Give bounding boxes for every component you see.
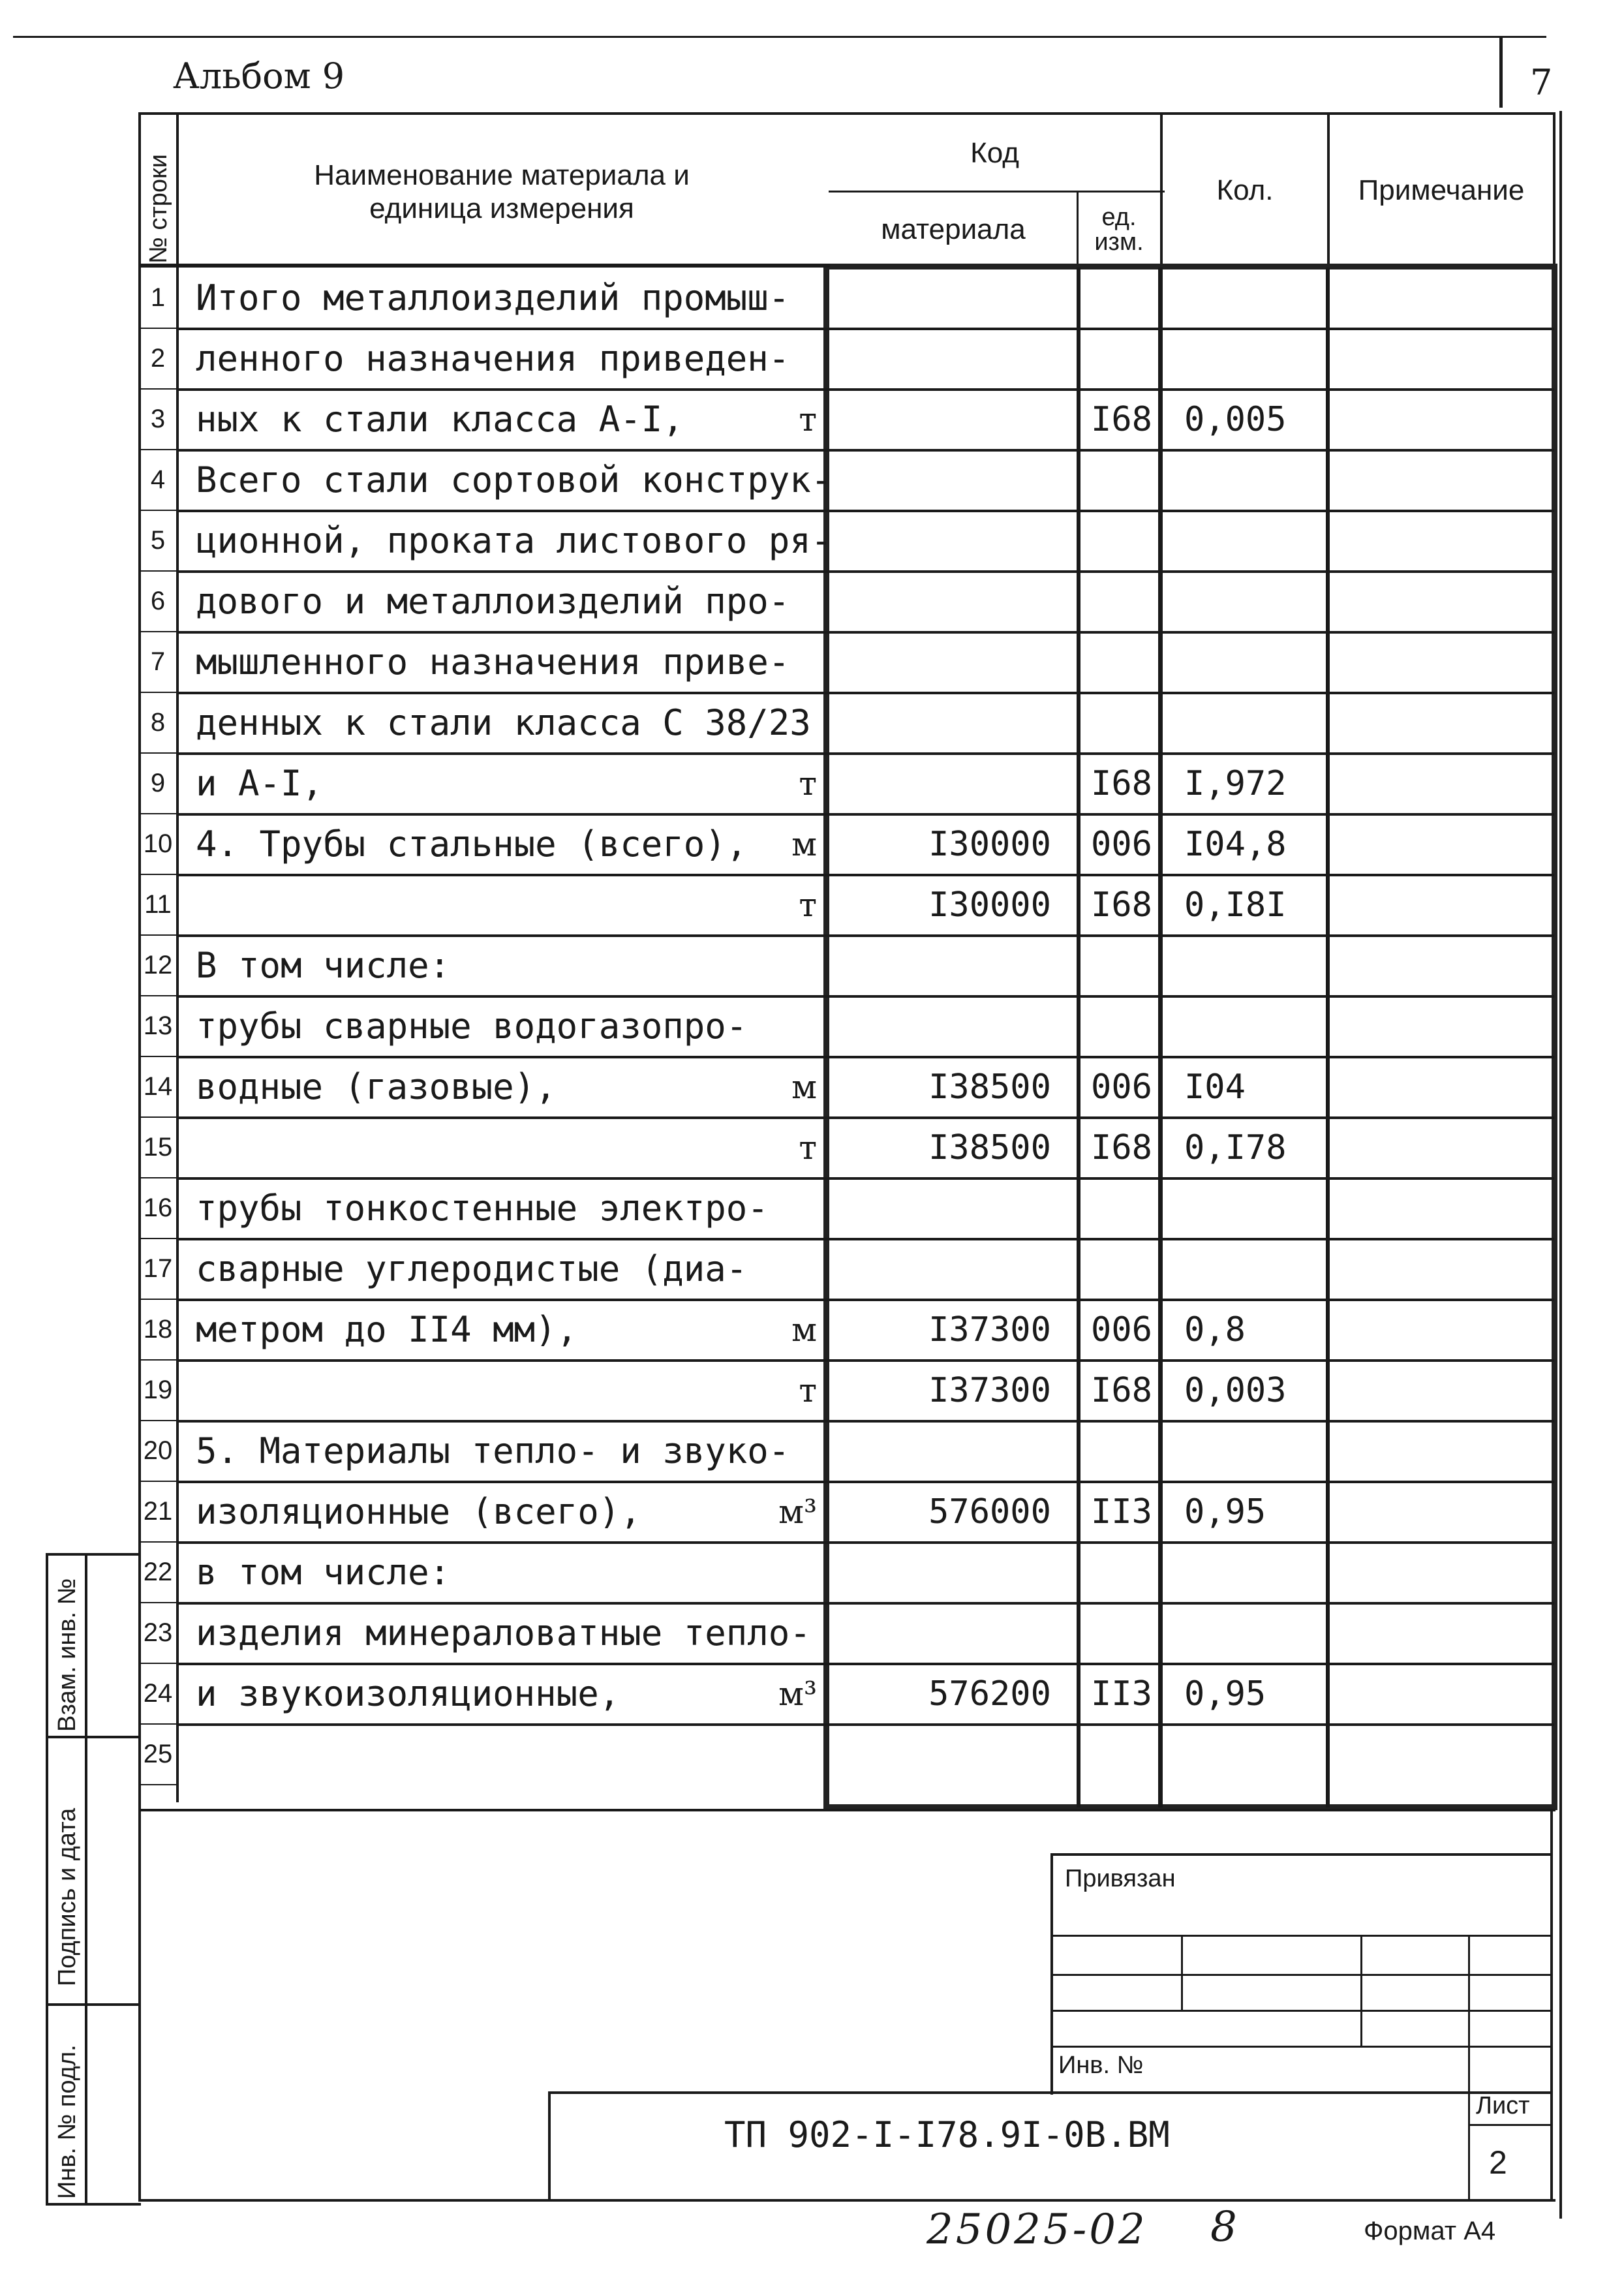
quantity: I04,8 (1184, 824, 1287, 864)
unit-code (1083, 1724, 1160, 1785)
unit-code (1083, 268, 1160, 328)
unit-code: I68 (1091, 1128, 1152, 1167)
unit-symbol (752, 328, 817, 389)
row-number: 8 (150, 708, 166, 737)
unit-code: I68 (1091, 399, 1152, 439)
header-material: материала (881, 213, 1026, 245)
material-code (889, 1421, 1084, 1481)
material-name: В том числе: (196, 945, 451, 986)
unit-symbol: т (799, 885, 817, 924)
document-code: ТП 902-I-I78.9I-0В.ВМ (724, 2114, 1170, 2155)
table-row (138, 996, 1557, 1056)
material-code (889, 996, 1084, 1056)
material-code: I30000 (928, 824, 1051, 864)
unit-symbol (752, 1239, 817, 1299)
material-name: и А-I, (196, 763, 324, 804)
unit-code: 006 (1091, 1310, 1152, 1349)
quantity: 0,003 (1184, 1370, 1287, 1410)
row-number: 9 (150, 769, 166, 797)
unit-symbol (752, 1178, 817, 1239)
inv-no-label: Инв. № (1058, 2052, 1144, 2079)
material-code (889, 389, 1084, 450)
quantity (1171, 632, 1321, 692)
quantity (1171, 1724, 1321, 1785)
material-code (889, 1724, 1084, 1785)
material-code (889, 753, 1084, 814)
unit-code: II3 (1091, 1492, 1152, 1531)
table-row (138, 1056, 1557, 1117)
table-row (138, 692, 1557, 753)
table-row (138, 450, 1557, 510)
unit-code: I68 (1091, 885, 1152, 925)
row-number: 19 (143, 1376, 173, 1404)
unit-symbol (752, 1724, 817, 1785)
material-name: Итого металлоизделий промыш- (196, 277, 790, 318)
unit-symbol (752, 632, 817, 692)
unit-code: 006 (1091, 1067, 1152, 1107)
material-name: сварные углеродистые (диа- (196, 1248, 748, 1289)
material-name: и звукоизоляционные, (196, 1673, 620, 1714)
stamp-vzam: Взам. инв. № (54, 1578, 81, 1732)
table-row (138, 268, 1557, 328)
quantity: 0,005 (1184, 399, 1287, 439)
row-number: 20 (143, 1436, 173, 1465)
unit-symbol: т (799, 1128, 817, 1167)
material-code (889, 510, 1084, 571)
table-row (138, 1603, 1557, 1663)
sheet-number: 2 (1489, 2144, 1507, 2181)
format-label: Формат А4 (1364, 2217, 1496, 2245)
row-number: 12 (143, 951, 173, 979)
material-name: 5. Материалы тепло- и звуко- (196, 1430, 790, 1471)
material-code (889, 268, 1084, 328)
unit-symbol (752, 692, 817, 753)
unit-symbol (752, 268, 817, 328)
table-row (138, 1360, 1557, 1421)
table-row (138, 753, 1557, 814)
material-code: 576200 (928, 1674, 1051, 1714)
material-code: I30000 (928, 885, 1051, 925)
row-number: 25 (143, 1740, 173, 1768)
header-name: Наименование материала и единица измерения (314, 159, 690, 224)
material-name: трубы сварные водогазопро- (196, 1006, 748, 1047)
table-row (138, 328, 1557, 389)
row-number: 6 (150, 587, 166, 615)
material-code (889, 935, 1084, 996)
privyazan-label: Привязан (1065, 1865, 1176, 1892)
material-name: Всего стали сортовой конструк- (196, 459, 833, 500)
table-row (138, 1421, 1557, 1481)
unit-symbol: т (799, 1371, 817, 1409)
unit-code (1083, 510, 1160, 571)
material-code: I38500 (928, 1067, 1051, 1107)
unit-code (1083, 1421, 1160, 1481)
unit-code: II3 (1091, 1674, 1152, 1714)
table-row (138, 874, 1557, 935)
table-row (138, 1663, 1557, 1724)
header-qty: Кол. (1216, 174, 1274, 206)
stamp-podpis: Подпись и дата (54, 1808, 81, 1986)
stamp-inv-podl: Инв. № подл. (54, 2044, 81, 2199)
material-code: 576000 (928, 1492, 1051, 1531)
quantity (1171, 450, 1321, 510)
page-corner-number: 7 (1530, 62, 1553, 103)
row-number: 3 (150, 405, 166, 433)
row-number: 1 (150, 283, 166, 312)
table-row (138, 1299, 1557, 1360)
row-number: 15 (143, 1133, 173, 1162)
quantity (1171, 1542, 1321, 1603)
row-number: 23 (143, 1618, 173, 1647)
unit-code: I68 (1091, 1370, 1152, 1410)
row-number: 18 (143, 1315, 173, 1344)
unit-code (1083, 935, 1160, 996)
material-code (889, 1603, 1084, 1663)
quantity (1171, 1239, 1321, 1299)
material-code (889, 692, 1084, 753)
material-code: I37300 (928, 1370, 1051, 1410)
material-name: 4. Трубы стальные (всего), (196, 823, 748, 865)
sheet-label: Лист (1476, 2092, 1530, 2119)
material-name: в том числе: (196, 1552, 451, 1593)
unit-symbol: м³ (778, 1492, 817, 1531)
material-name: водные (газовые), (196, 1066, 557, 1107)
row-number: 11 (144, 890, 172, 919)
material-code (889, 1239, 1084, 1299)
unit-code (1083, 571, 1160, 632)
unit-symbol: т (799, 400, 817, 439)
table-row (138, 1239, 1557, 1299)
row-number: 13 (143, 1011, 173, 1040)
unit-symbol: м (791, 825, 817, 863)
material-code: I37300 (928, 1310, 1051, 1349)
unit-symbol: м (791, 1068, 817, 1106)
material-name: ных к стали класса А-I, (196, 399, 684, 440)
quantity (1171, 935, 1321, 996)
table-row (138, 814, 1557, 874)
material-code: I38500 (928, 1128, 1051, 1167)
unit-symbol: м³ (778, 1674, 817, 1713)
quantity (1171, 268, 1321, 328)
quantity: 0,95 (1184, 1492, 1266, 1531)
material-name: ленного назначения приведен- (196, 338, 790, 379)
unit-code (1083, 996, 1160, 1056)
header-row-number: № строки (145, 154, 172, 264)
table-row (138, 1724, 1557, 1785)
quantity (1171, 1603, 1321, 1663)
table-row (138, 510, 1557, 571)
material-name: денных к стали класса С 38/23 (196, 702, 811, 743)
row-number: 14 (143, 1072, 173, 1101)
unit-code: I68 (1091, 763, 1152, 803)
table-row (138, 935, 1557, 996)
table-row (138, 571, 1557, 632)
material-code (889, 632, 1084, 692)
table-row (138, 389, 1557, 450)
unit-code (1083, 1239, 1160, 1299)
table-row (138, 1117, 1557, 1178)
quantity: I,972 (1184, 763, 1287, 803)
row-number: 5 (150, 526, 166, 555)
quantity: 0,I8I (1184, 885, 1287, 925)
row-number: 16 (143, 1193, 173, 1222)
header-unit: ед. изм. (1094, 204, 1144, 256)
unit-code (1083, 1542, 1160, 1603)
material-name: трубы тонкостенные электро- (196, 1188, 769, 1229)
material-code (889, 1178, 1084, 1239)
quantity: I04 (1184, 1067, 1246, 1107)
unit-code: 006 (1091, 824, 1152, 864)
material-name: изделия минераловатные тепло- (196, 1612, 811, 1654)
unit-symbol (752, 935, 817, 996)
table-row (138, 1542, 1557, 1603)
unit-symbol (752, 510, 817, 571)
unit-code (1083, 1178, 1160, 1239)
material-name (196, 1360, 783, 1421)
material-name: метром до II4 мм), (196, 1309, 578, 1350)
unit-symbol: т (799, 764, 817, 803)
material-code (889, 328, 1084, 389)
row-number: 17 (143, 1254, 173, 1283)
material-name: изоляционные (всего), (196, 1491, 641, 1532)
unit-code (1083, 328, 1160, 389)
material-name (196, 1117, 783, 1178)
quantity: 0,95 (1184, 1674, 1266, 1714)
unit-symbol: м (791, 1310, 817, 1349)
unit-symbol (752, 571, 817, 632)
unit-symbol (752, 450, 817, 510)
material-name: мышленного назначения приве- (196, 641, 790, 683)
material-name: дового и металлоизделий про- (196, 581, 790, 622)
row-number: 22 (143, 1558, 173, 1586)
unit-code (1083, 632, 1160, 692)
quantity (1171, 510, 1321, 571)
material-name: ционной, проката листового ря- (196, 520, 833, 561)
unit-symbol (752, 1542, 817, 1603)
quantity (1171, 692, 1321, 753)
quantity: 0,8 (1184, 1310, 1246, 1349)
unit-code (1083, 1603, 1160, 1663)
row-number: 4 (150, 465, 166, 494)
row-number: 21 (143, 1497, 173, 1526)
material-code (889, 571, 1084, 632)
quantity (1171, 1421, 1321, 1481)
quantity (1171, 328, 1321, 389)
material-code (889, 450, 1084, 510)
row-number: 2 (150, 344, 166, 373)
handwritten-number: 25025-02 (927, 2206, 1148, 2254)
quantity (1171, 1178, 1321, 1239)
unit-symbol (752, 1603, 817, 1663)
header-code: Код (970, 136, 1019, 169)
row-number: 24 (143, 1679, 173, 1708)
material-name (196, 1724, 783, 1785)
quantity (1171, 996, 1321, 1056)
album-label: Альбом 9 (173, 55, 345, 97)
table-row (138, 632, 1557, 692)
material-code (889, 1542, 1084, 1603)
material-name (196, 874, 783, 935)
unit-code (1083, 692, 1160, 753)
unit-symbol (752, 1421, 817, 1481)
row-number: 7 (150, 647, 166, 676)
table-row (138, 1481, 1557, 1542)
quantity: 0,I78 (1184, 1128, 1287, 1167)
quantity (1171, 571, 1321, 632)
table-row (138, 1178, 1557, 1239)
unit-symbol (752, 996, 817, 1056)
header-note: Примечание (1358, 174, 1525, 206)
handwritten-number-2: 8 (1210, 2203, 1237, 2251)
unit-code (1083, 450, 1160, 510)
row-number: 10 (143, 829, 173, 858)
